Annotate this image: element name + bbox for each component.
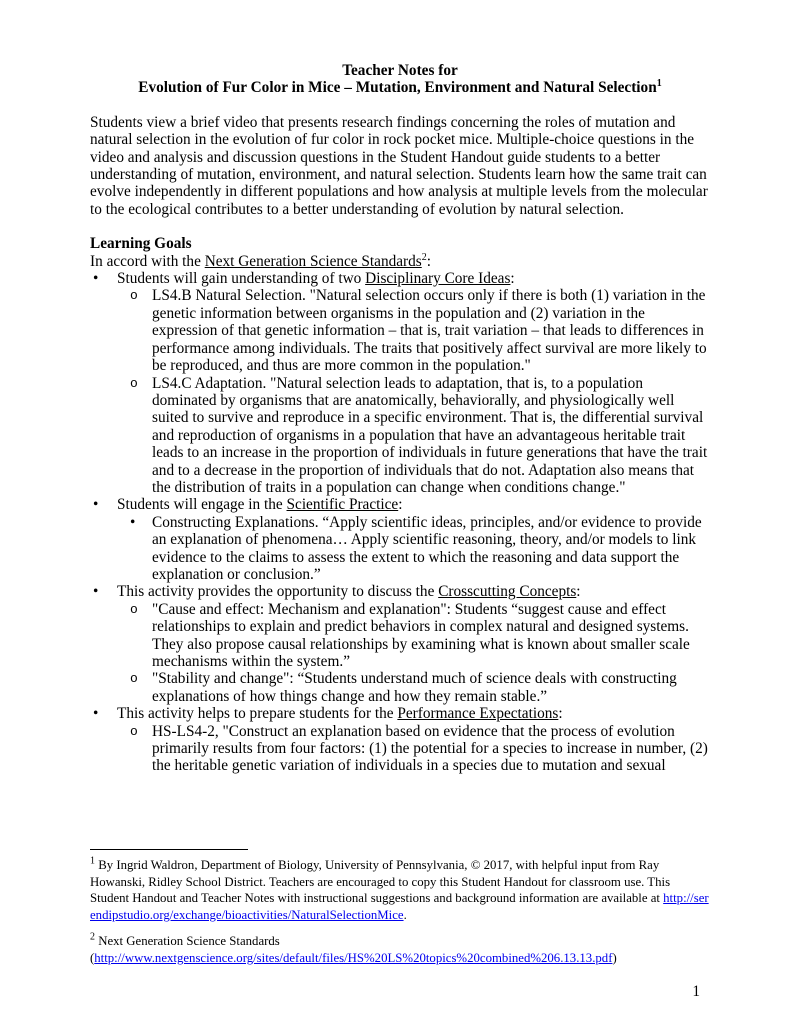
text-run: Next Generation Science Standards bbox=[95, 934, 280, 949]
footnote bbox=[90, 857, 710, 923]
bullet-item-text bbox=[152, 670, 677, 704]
bullet-item-text bbox=[152, 601, 690, 670]
bullet-list-item bbox=[90, 514, 710, 584]
bullet-item-text bbox=[117, 496, 402, 513]
text-run: Students will gain understanding of two bbox=[117, 270, 366, 288]
text-run: In accord with the bbox=[90, 252, 205, 270]
bullet-list-item bbox=[90, 705, 710, 722]
bullet-item-text bbox=[152, 375, 707, 496]
bullet-list-item bbox=[90, 583, 710, 600]
bullet-list-item bbox=[90, 270, 710, 287]
bullet-item-text bbox=[152, 723, 708, 775]
title-block bbox=[90, 62, 710, 97]
bullet-icon: • bbox=[93, 270, 99, 288]
text-run: By Ingrid Waldron, Department of Biology, University of Pennsylvania, © 2017, with helpful input from Ray Howanski, Ridley School District. Teachers are encouraged to copy this Student Handout for classroom use. This Student Handout and Teacher Notes with instructional suggestions and background information are available at bbox=[90, 858, 671, 906]
hyperlink[interactable]: http://www.nextgenscience.org/sites/default/files/HS%20LS%20topics%20combined%206.13.13.pdf bbox=[94, 951, 613, 965]
text-run: : bbox=[558, 705, 563, 723]
footnote-line bbox=[90, 950, 710, 967]
bullet-list-item bbox=[90, 670, 710, 705]
bullet-list-item bbox=[90, 375, 710, 497]
underlined-phrase: Performance Expectations bbox=[397, 705, 559, 723]
text-run: Evolution of Fur Color in Mice – Mutation, Environment and Natural Selection bbox=[138, 79, 657, 97]
text-run: LS4.B Natural Selection. "Natural selection occurs only if there is both (1) variation in the genetic information between organisms in the population and (2) variation in the expression of that genetic information – that is, trait variation – that leads to differences in performance among individuals. The traits that positively affect survival are more likely to be reproduced, and thus are more common in the population." bbox=[152, 287, 707, 375]
text-run: "Cause and effect: Mechanism and explanation": Students “suggest cause and effect relationships to explain and predict behaviors in complex natural and designed systems. They also propose causal relationships by examining what is known about smaller scale mechanisms within the system.” bbox=[152, 600, 690, 670]
footnote-reference-marker: 2 bbox=[421, 251, 427, 263]
text-run: This activity provides the opportunity to discuss the bbox=[117, 583, 439, 601]
footnote-reference-marker: 1 bbox=[90, 855, 95, 867]
text-run: . bbox=[403, 907, 407, 922]
bullet-icon: • bbox=[93, 496, 99, 514]
hyperlink[interactable]: http://serendipstudio.org/exchange/bioactivities/NaturalSelectionMice bbox=[90, 891, 709, 922]
text-run: Students view a brief video that presents research findings concerning the roles of mutation and natural selection in the evolution of fur color in rock pocket mice. Multiple-choice questions in the video and analysis and discussion questions in the Student Handout guide students to a better understanding of mutation, environment, and natural selection. Students learn how the same trait can evolve independently in different populations and how analysis at multiple levels from the molecular to the ecological contributes to a better understanding of evolution by natural selection. bbox=[90, 113, 708, 218]
page-title-line bbox=[90, 62, 710, 79]
text-run: LS4.C Adaptation. "Natural selection leads to adaptation, that is, to a population dominated by organisms that are anatomically, behaviorally, and physiologically well suited to survive and reproduce in a specific environment. That is, the differential survival and reproduction of organisms in a population that have an advantageous heritable trait leads to an increase in the proportion of individuals in future generations that have the trait and to a decrease in the proportion of individuals that do not. Adaptation also means that the distribution of traits in a population can change when conditions change." bbox=[152, 374, 708, 496]
text-run: This activity helps to prepare students for the bbox=[117, 705, 398, 723]
footnote-line bbox=[90, 857, 710, 923]
text-run: Learning Goals bbox=[90, 235, 192, 253]
bullet-item-text bbox=[152, 514, 702, 583]
text-run: : bbox=[398, 496, 403, 514]
bullet-icon: • bbox=[130, 513, 136, 531]
circle-bullet-icon: o bbox=[130, 671, 138, 687]
circle-bullet-icon: o bbox=[130, 375, 138, 391]
underlined-phrase: Scientific Practice bbox=[286, 496, 399, 514]
footnote bbox=[90, 933, 710, 966]
footnote-area bbox=[90, 849, 710, 967]
section-heading bbox=[90, 235, 710, 252]
bullet-item-text bbox=[152, 287, 707, 374]
text-run: : bbox=[576, 583, 581, 601]
paragraph bbox=[90, 114, 710, 218]
footnote-reference-marker: 2 bbox=[90, 932, 95, 944]
circle-bullet-icon: o bbox=[130, 723, 138, 739]
text-run: HS-LS4-2, "Construct an explanation based on evidence that the process of evolution primarily results from four factors: (1) the potential for a species to increase in number, (2) the heritable genetic variation of individuals in a species due to mutation and sexual bbox=[152, 722, 708, 775]
footnote-reference-marker: 1 bbox=[656, 78, 662, 90]
bullet-list-item bbox=[90, 496, 710, 513]
underlined-phrase: Crosscutting Concepts bbox=[438, 583, 577, 601]
text-run: "Stability and change": “Students understand much of science deals with constructing explanations of how things change and how they remain stable.” bbox=[152, 670, 677, 705]
bullet-icon: • bbox=[93, 583, 99, 601]
text-run: : bbox=[426, 252, 431, 270]
document-body bbox=[90, 97, 710, 775]
bullet-icon: • bbox=[93, 705, 99, 723]
page-number: 1 bbox=[692, 982, 700, 1000]
text-run: ( bbox=[90, 951, 95, 965]
footnote-line bbox=[90, 933, 710, 950]
underlined-phrase: Next Generation Science Standards bbox=[204, 252, 422, 270]
bullet-item-text bbox=[117, 705, 563, 722]
underlined-phrase: Disciplinary Core Ideas bbox=[365, 270, 511, 288]
bullet-item-text bbox=[117, 270, 515, 287]
blank-line bbox=[90, 218, 710, 235]
circle-bullet-icon: o bbox=[130, 601, 138, 617]
bullet-list-item bbox=[90, 601, 710, 671]
text-run: Teacher Notes for bbox=[342, 62, 458, 79]
footnotes bbox=[90, 857, 710, 967]
text-run: Students will engage in the bbox=[117, 496, 287, 514]
bullet-item-text bbox=[117, 583, 581, 600]
text-run: ) bbox=[612, 951, 617, 965]
circle-bullet-icon: o bbox=[130, 288, 138, 304]
bullet-list-item bbox=[90, 723, 710, 775]
page-title-line bbox=[90, 79, 710, 96]
text-run: Constructing Explanations. “Apply scientific ideas, principles, and/or evidence to provide an explanation of phenomena… Apply scientific reasoning, theory, and/or models to link evidence to the claims to assess the extent to which the reasoning and data support the explanation or conclusion.” bbox=[152, 513, 702, 583]
text-line bbox=[90, 253, 710, 270]
footnote-separator bbox=[90, 849, 248, 850]
text-run: : bbox=[510, 270, 515, 288]
bullet-list-item bbox=[90, 287, 710, 374]
blank-line bbox=[90, 97, 710, 114]
